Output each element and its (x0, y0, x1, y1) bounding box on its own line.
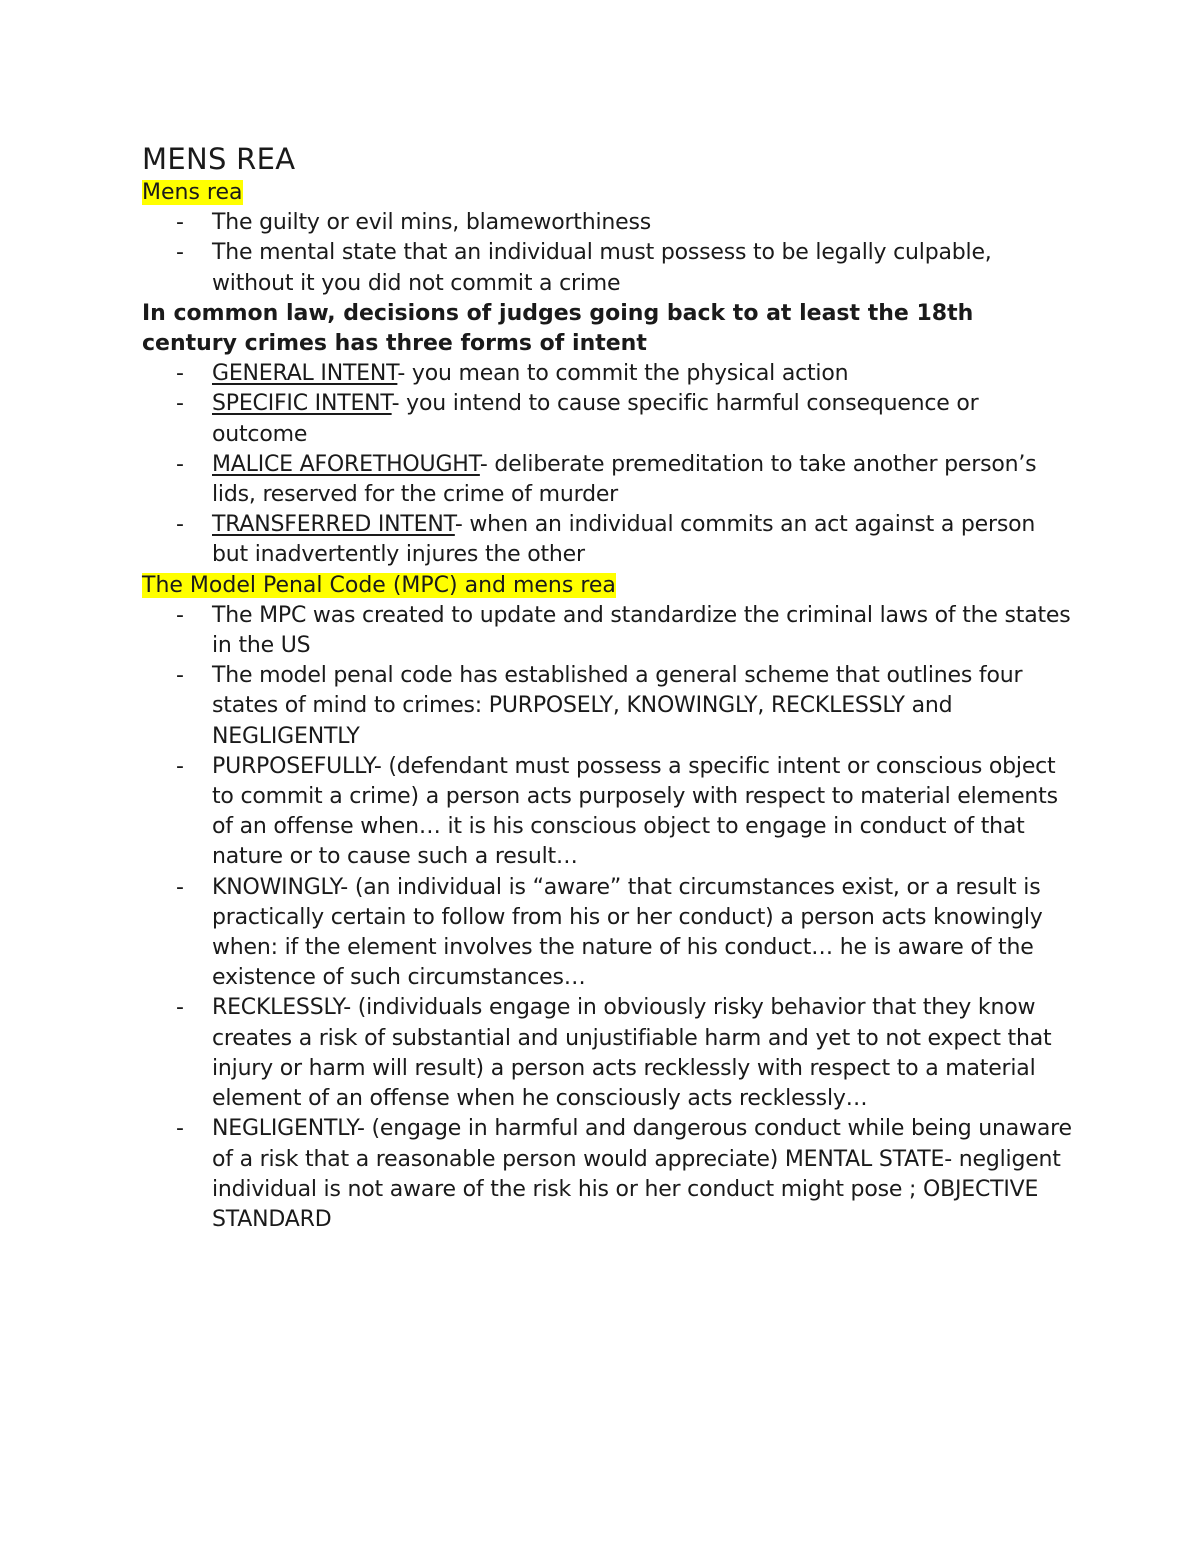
page-title: MENS REA (142, 142, 296, 176)
common-law-intro: In common law, decisions of judges going back to at least the 18th century crimes has three forms of intent (142, 300, 974, 357)
highlighted-heading: The Model Penal Code (MPC) and mens rea (142, 572, 616, 598)
list-item: - PURPOSEFULLY- (defendant must possess a specific intent or conscious object to commit a crime) a person acts purposely with respect to material elements of an offense when… it is his conscious object to engage in conduct of that nature or to cause such a result… (142, 752, 1072, 873)
list-item (142, 389, 1072, 449)
term-definition: - deliberate premeditation to take another person’s lids, reserved for the crime of murder (212, 451, 1037, 508)
term-definition: - when an individual commits an act against a person but inadvertently injures the other (212, 512, 1036, 568)
list-item: - RECKLESSLY- (individuals engage in obviously risky behavior that they know creates a risk of substantial and unjustifiable harm and yet to not expect that injury or harm will result) a person acts recklessly with respect to a material element of an offense when he consciously acts recklessly… (142, 993, 1072, 1114)
highlighted-heading: Mens rea (142, 180, 243, 205)
term-specific-intent: SPECIFIC INTENT (212, 391, 392, 417)
term-general-intent: GENERAL INTENT (212, 361, 398, 387)
list-item: - The model penal code has established a general scheme that outlines four states of mind to crimes: PURPOSELY, KNOWINGLY, RECKLESSLY and NEGLIGENTLY (142, 661, 1072, 752)
term-malice-aforethought: MALICE AFORETHOUGHT (212, 451, 480, 477)
list-item (142, 510, 1072, 570)
term-definition: - you mean to commit the physical action (397, 361, 849, 387)
list-item: - NEGLIGENTLY- (engage in harmful and dangerous conduct while being unaware of a risk that a reasonable person would appreciate) MENTAL STATE- negligent individual is not aware of the risk his or her conduct might pose ; OBJECTIVE STANDARD (142, 1114, 1072, 1235)
mpc-list (142, 601, 1072, 1235)
list-item (142, 450, 1072, 510)
term-transferred-intent: TRANSFERRED INTENT (212, 512, 455, 538)
list-item (142, 359, 1072, 389)
list-item: - The guilty or evil mins, blameworthiness (142, 208, 1072, 238)
section-heading-mpc (142, 571, 1072, 601)
list-item: - The MPC was created to update and standardize the criminal laws of the states in the US (142, 601, 1072, 661)
section-heading-mens-rea (142, 178, 1072, 208)
document-page (142, 140, 1072, 1235)
intent-forms-list (142, 359, 1072, 570)
term-definition: - you intend to cause specific harmful consequence or outcome (212, 391, 979, 447)
mens-rea-list (142, 208, 1072, 299)
list-item: - The mental state that an individual must possess to be legally culpable, without it you did not commit a crime (142, 238, 1072, 298)
list-item: - KNOWINGLY- (an individual is “aware” that circumstances exist, or a result is practically certain to follow from his or her conduct) a person acts knowingly when: if the element involves the nature of his conduct… he is aware of the existence of such circumstances… (142, 873, 1072, 994)
